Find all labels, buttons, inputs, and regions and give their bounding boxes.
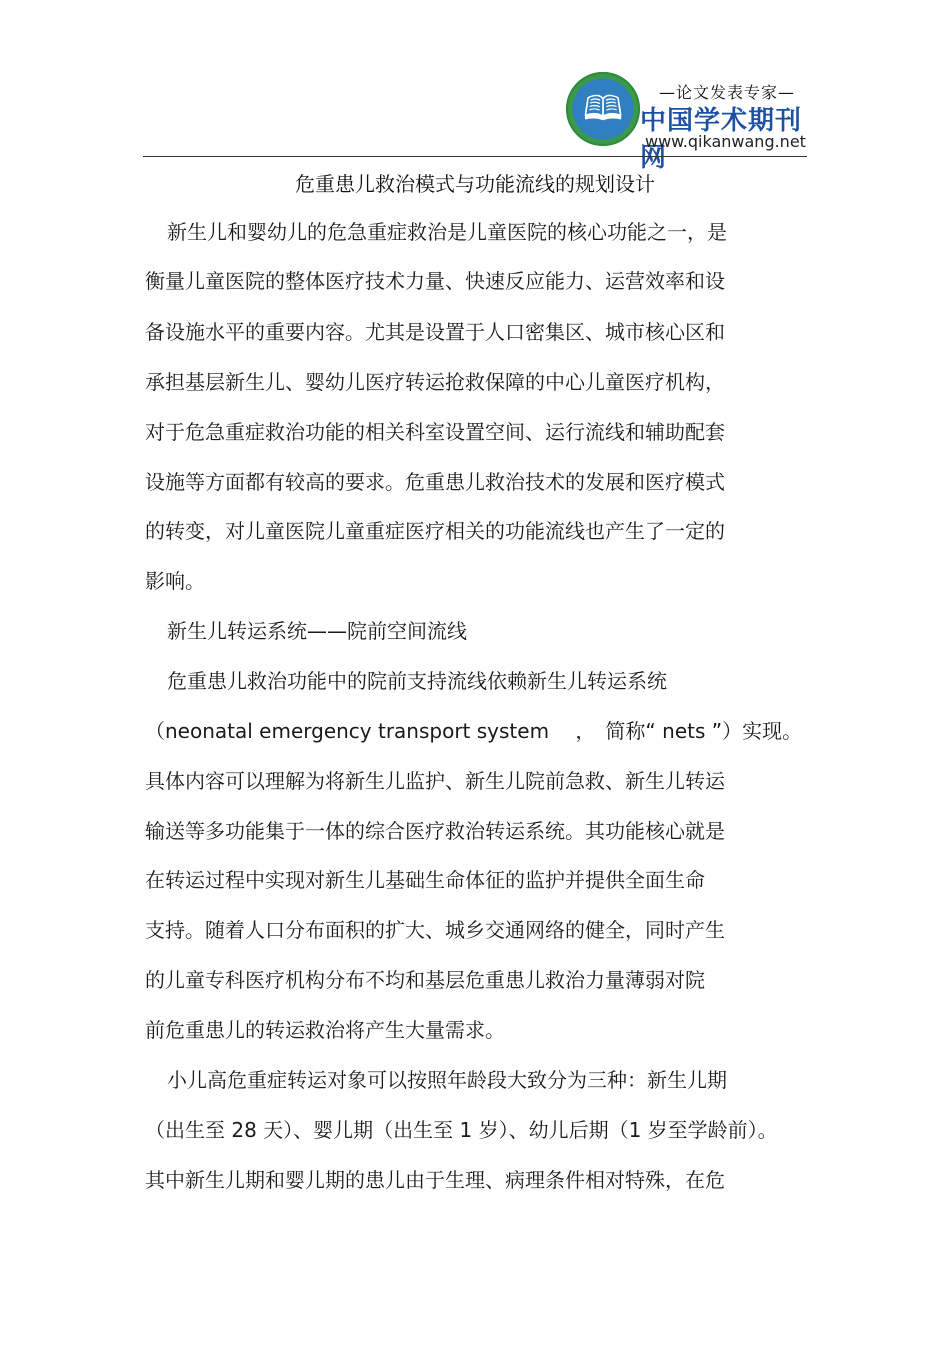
body-line: 其中新生儿期和婴儿期的患儿由于生理、病理条件相对特殊，在危 xyxy=(145,1168,725,1192)
header-divider xyxy=(143,156,807,157)
site-logo-seal xyxy=(566,72,640,146)
body-line: 支持。随着人口分布面积的扩大、城乡交通网络的健全，同时产生 xyxy=(145,918,725,942)
logo-site-url: www.qikanwang.net xyxy=(645,132,806,151)
logo-site-name: 中国学术期刊网 xyxy=(640,106,803,173)
body-line: 备设施水平的重要内容。尤其是设置于人口密集区、城市核心区和 xyxy=(145,320,725,344)
logo-tagline: —论文发表专家— xyxy=(658,83,795,102)
body-line: 输送等多功能集于一体的综合医疗救治转运系统。其功能核心就是 xyxy=(145,819,725,843)
seal-ring xyxy=(566,72,640,146)
section-heading: 新生儿转运系统——院前空间流线 xyxy=(167,619,467,643)
body-line: 前危重患儿的转运救治将产生大量需求。 xyxy=(145,1018,505,1042)
body-line: 对于危急重症救治功能的相关科室设置空间、运行流线和辅助配套 xyxy=(145,420,725,444)
body-line: 承担基层新生儿、婴幼儿医疗转运抢救保障的中心儿童医疗机构， xyxy=(145,370,725,394)
document-title: 危重患儿救治模式与功能流线的规划设计 xyxy=(295,172,655,196)
body-line: 设施等方面都有较高的要求。危重患儿救治技术的发展和医疗模式 xyxy=(145,470,725,494)
body-line: （neonatal emergency transport system ， 简称“ nets ”）实现。 xyxy=(145,719,803,743)
body-line: 的转变，对儿童医院儿童重症医疗相关的功能流线也产生了一定的 xyxy=(145,519,725,543)
book-icon: 🕮 xyxy=(582,89,624,129)
body-line: 危重患儿救治功能中的院前支持流线依赖新生儿转运系统 xyxy=(167,669,667,693)
body-line: 小儿高危重症转运对象可以按照年龄段大致分为三种：新生儿期 xyxy=(167,1068,727,1092)
body-line: 影响。 xyxy=(145,569,205,593)
body-line: 衡量儿童医院的整体医疗技术力量、快速反应能力、运营效率和设 xyxy=(145,269,725,293)
page-header xyxy=(0,0,950,173)
body-line: 在转运过程中实现对新生儿基础生命体征的监护并提供全面生命 xyxy=(145,868,705,892)
body-line: 新生儿和婴幼儿的危急重症救治是儿童医院的核心功能之一，是 xyxy=(167,220,727,244)
body-line: 的儿童专科医疗机构分布不均和基层危重患儿救治力量薄弱对院 xyxy=(145,968,705,992)
body-line: （出生至 28 天）、婴儿期（出生至 1 岁）、幼儿后期（1 岁至学龄前）。 xyxy=(145,1118,778,1142)
body-line: 具体内容可以理解为将新生儿监护、新生儿院前急救、新生儿转运 xyxy=(145,769,725,793)
